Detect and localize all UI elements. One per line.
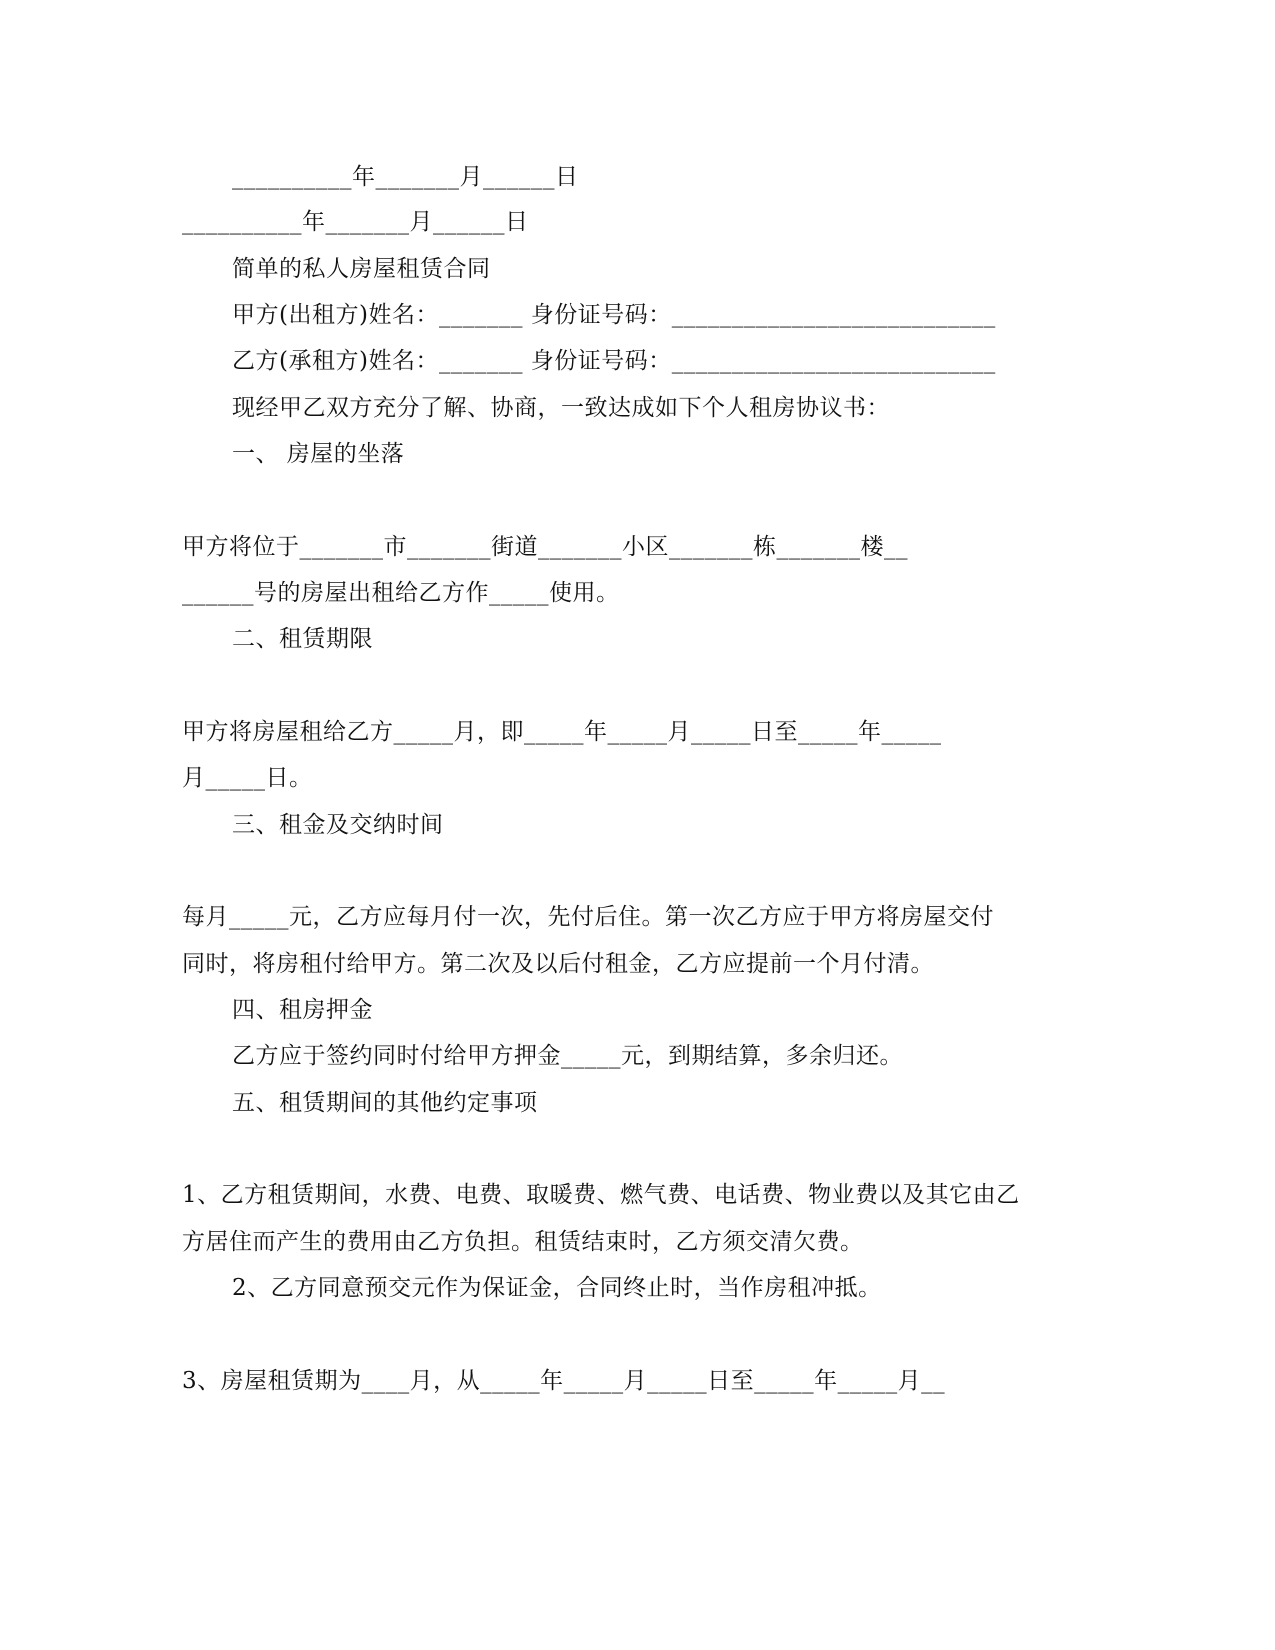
section-2-heading: 二、租赁期限: [232, 626, 373, 652]
date-line-2: __________年_______月______日: [182, 209, 529, 235]
item-2: 2、乙方同意预交元作为保证金，合同终止时，当作房租冲抵。: [232, 1275, 882, 1301]
section-5-heading: 五、租赁期间的其他约定事项: [232, 1090, 538, 1116]
section-3-text-line-1: 每月_____元，乙方应每月付一次，先付后住。第一次乙方应于甲方将房屋交付: [182, 904, 994, 930]
section-1-heading: 一、 房屋的坐落: [232, 441, 405, 467]
item-1-line-2: 方居住而产生的费用由乙方负担。租赁结束时，乙方须交清欠费。: [182, 1229, 864, 1255]
item-3: 3、房屋租赁期为____月，从_____年_____月_____日至_____年_____月__: [182, 1368, 946, 1394]
section-3-text-line-2: 同时，将房租付给甲方。第二次及以后付租金，乙方应提前一个月付清。: [182, 951, 934, 977]
section-1-text-line-2: ______号的房屋出租给乙方作_____使用。: [182, 580, 620, 606]
party-a-line: 甲方(出租方)姓名：_______ 身份证号码：___________________________: [232, 302, 996, 328]
section-2-text-line-1: 甲方将房屋租给乙方_____月，即_____年_____月_____日至_____年_____: [182, 719, 942, 745]
item-1-line-1: 1、乙方租赁期间，水费、电费、取暖费、燃气费、电话费、物业费以及其它由乙: [182, 1182, 1020, 1208]
section-4-text: 乙方应于签约同时付给甲方押金_____元，到期结算，多余归还。: [232, 1043, 903, 1069]
section-1-text-line-1: 甲方将位于_______市_______街道_______小区_______栋_______楼__: [182, 534, 908, 560]
section-4-heading: 四、租房押金: [232, 997, 373, 1023]
section-2-text-line-2: 月_____日。: [182, 765, 313, 791]
section-3-heading: 三、租金及交纳时间: [232, 812, 444, 838]
agreement-intro: 现经甲乙双方充分了解、协商，一致达成如下个人租房协议书：: [232, 395, 890, 421]
party-b-line: 乙方(承租方)姓名：_______ 身份证号码：___________________________: [232, 348, 996, 374]
date-line-1: __________年_______月______日: [232, 164, 579, 190]
document-title: 简单的私人房屋租赁合同: [232, 256, 491, 282]
